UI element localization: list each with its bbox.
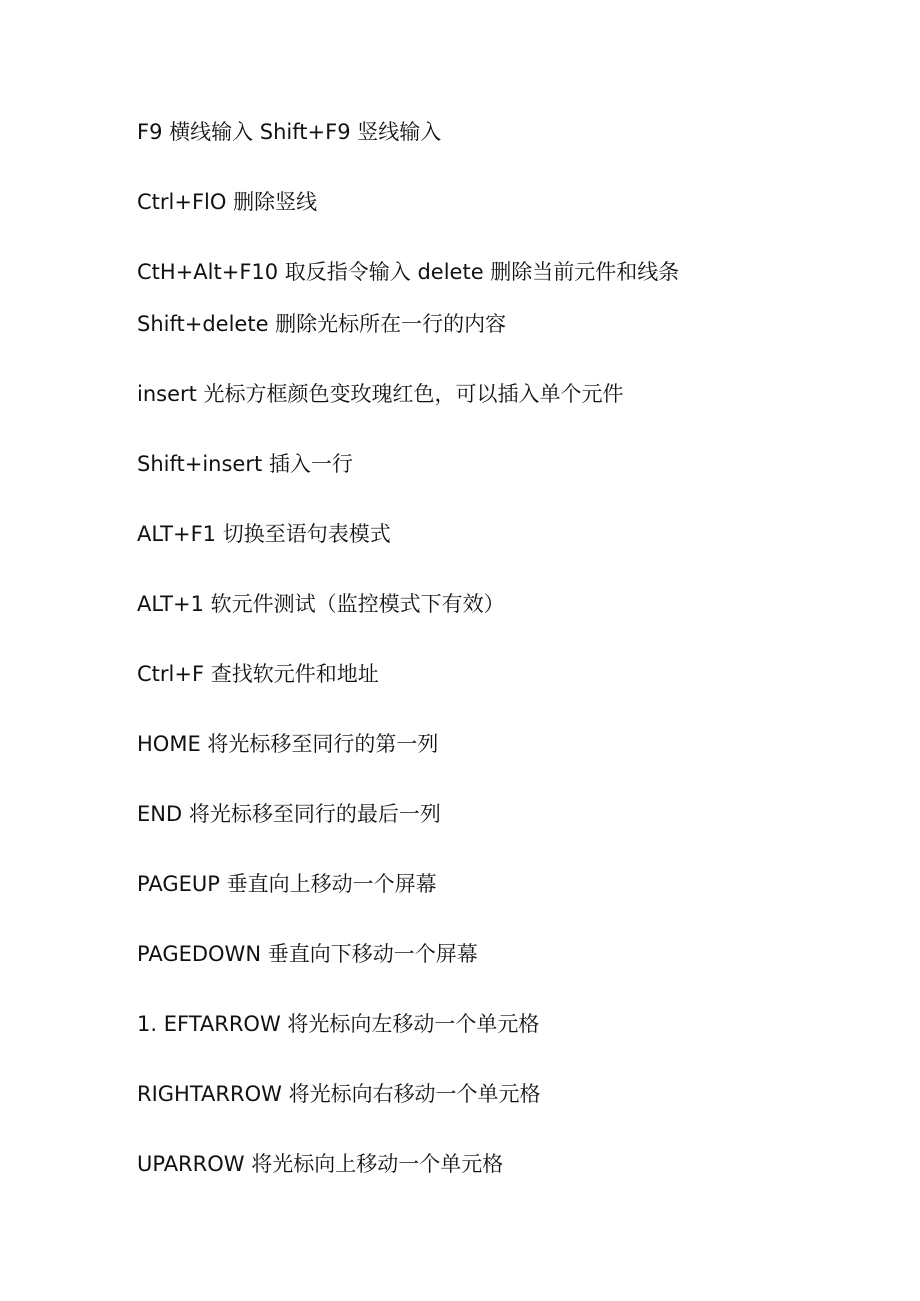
shortcut-line-ctrl-f: Ctrl+F 查找软元件和地址 <box>137 662 379 686</box>
shortcut-line-pagedown: PAGEDOWN 垂直向下移动一个屏幕 <box>137 942 478 966</box>
shortcut-line-end: END 将光标移至同行的最后一列 <box>137 802 441 826</box>
shortcut-line-ctrl-alt-f10: CtH+Alt+F10 取反指令输入 delete 删除当前元件和线条 <box>137 260 680 284</box>
shortcut-line-ctrl-f10: Ctrl+FlO 删除竖线 <box>137 190 318 214</box>
shortcut-line-home: HOME 将光标移至同行的第一列 <box>137 732 439 756</box>
shortcut-line-shift-insert: Shift+insert 插入一行 <box>137 452 353 476</box>
shortcut-line-leftarrow: 1. EFTARROW 将光标向左移动一个单元格 <box>137 1012 540 1036</box>
shortcut-line-uparrow: UPARROW 将光标向上移动一个单元格 <box>137 1152 504 1176</box>
shortcut-line-alt-f1: ALT+F1 切换至语句表模式 <box>137 522 391 546</box>
shortcut-line-f9: F9 横线输入 Shift+F9 竖线输入 <box>137 120 442 144</box>
shortcut-line-rightarrow: RIGHTARROW 将光标向右移动一个单元格 <box>137 1082 541 1106</box>
shortcut-line-pageup: PAGEUP 垂直向上移动一个屏幕 <box>137 872 437 896</box>
shortcut-line-alt-1: ALT+1 软元件测试（监控模式下有效） <box>137 592 505 616</box>
shortcut-line-shift-delete: Shift+delete 删除光标所在一行的内容 <box>137 312 507 336</box>
shortcut-line-insert: insert 光标方框颜色变玫瑰红色，可以插入单个元件 <box>137 382 624 406</box>
